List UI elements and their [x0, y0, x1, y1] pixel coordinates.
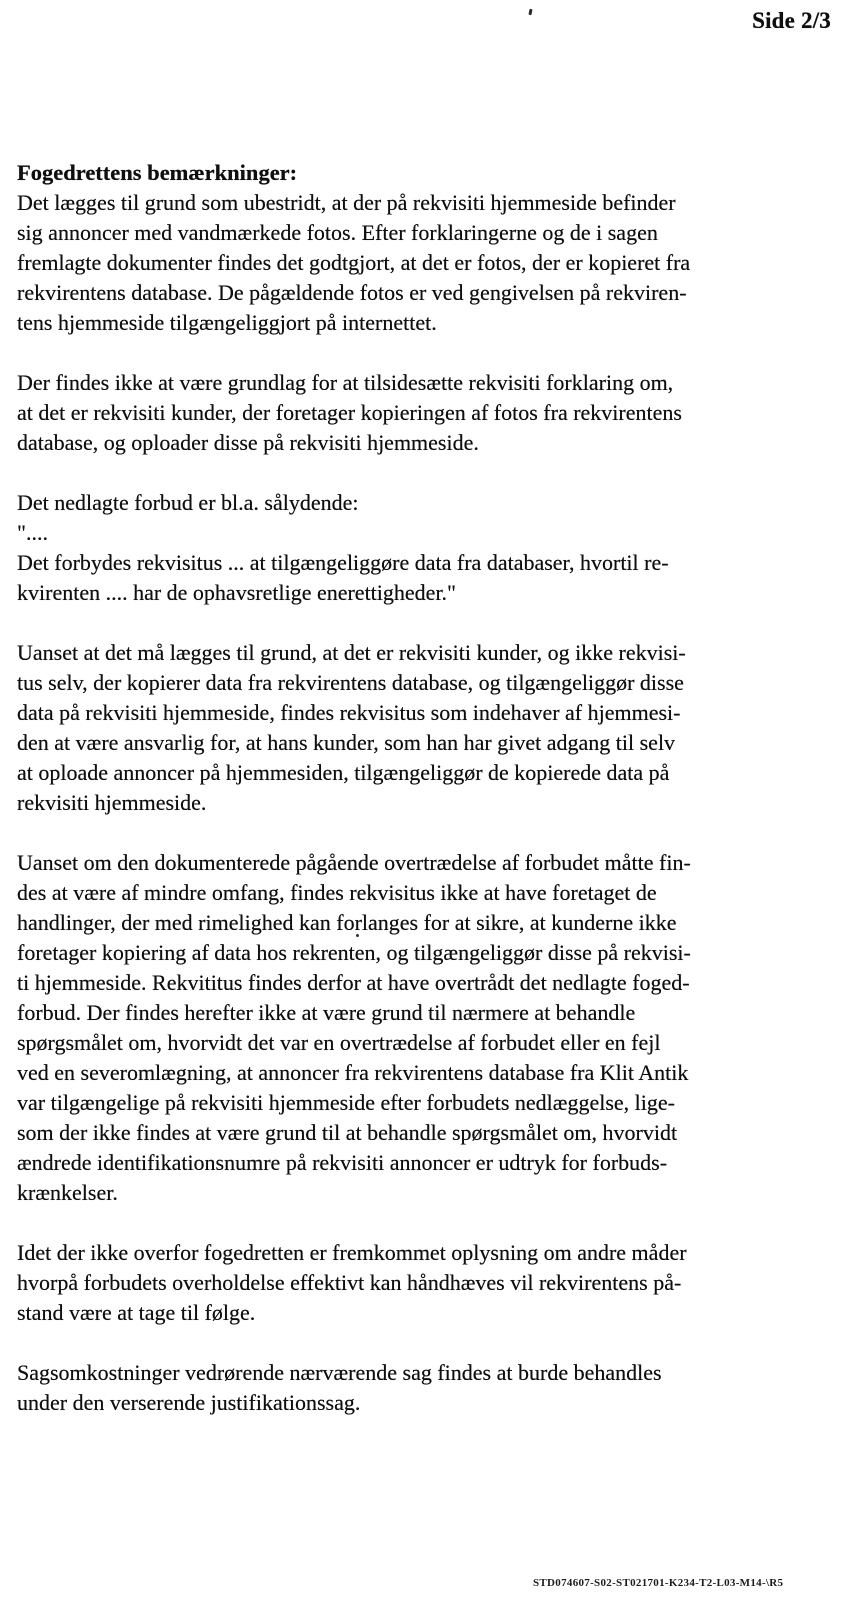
text-line: som der ikke findes at være grund til at behandle spørgsmålet om, hvorvidt [17, 1120, 678, 1145]
text-line: var tilgængelige på rekvisiti hjemmeside efter forbudets nedlæggelse, lige- [17, 1090, 675, 1115]
text-line: sig annoncer med vandmærkede fotos. Efter forklaringerne og de i sagen [17, 220, 658, 245]
text-line: ".... [17, 520, 48, 545]
paragraph [17, 188, 777, 338]
text-line: rekvisiti hjemmeside. [17, 790, 207, 815]
text-line: Uanset at det må lægges til grund, at det er rekvisiti kunder, og ikke rekvisi- [17, 640, 686, 665]
text-line: des at være af mindre omfang, findes rekvisitus ikke at have foretaget de [17, 880, 657, 905]
scan-speck-icon [528, 9, 532, 15]
text-line: krænkelser. [17, 1180, 118, 1205]
paragraph [17, 1358, 777, 1418]
text-line: Det lægges til grund som ubestridt, at der på rekvisiti hjemmeside befinder [17, 190, 676, 215]
text-line: ændrede identifikationsnumre på rekvisiti annoncer er udtryk for forbuds- [17, 1150, 668, 1175]
text-line: Det nedlagte forbud er bl.a. sålydende: [17, 490, 359, 515]
text-line: spørgsmålet om, hvorvidt det var en overtrædelse af forbudet eller en fejl [17, 1030, 661, 1055]
text-line: kvirenten .... har de ophavsretlige enerettigheder." [17, 580, 457, 605]
text-line: forbud. Der findes herefter ikke at være grund til nærmere at behandle [17, 1000, 636, 1025]
text-line: at oploade annoncer på hjemmesiden, tilgængeliggør de kopierede data på [17, 760, 670, 785]
text-line: hvorpå forbudets overholdelse effektivt kan håndhæves vil rekvirentens på- [17, 1270, 682, 1295]
text-line: at det er rekvisiti kunder, der foretager kopieringen af fotos fra rekvirentens [17, 400, 682, 425]
paragraph [17, 848, 777, 1208]
text-line: fremlagte dokumenter findes det godtgjort, at det er fotos, der er kopieret fra [17, 250, 691, 275]
footer-document-code: STD074607-S02-ST021701-K234-T2-L03-M14-\R5 [533, 1577, 784, 1589]
document-body [17, 158, 777, 1448]
text-line: Idet der ikke overfor fogedretten er fremkommet oplysning om andre måder [17, 1240, 687, 1265]
text-line: under den verserende justifikationssag. [17, 1390, 361, 1415]
text-line: ved en severomlægning, at annoncer fra rekvirentens database fra Klit Antik [17, 1060, 689, 1085]
text-line: Sagsomkostninger vedrørende nærværende sag findes at burde behandles [17, 1360, 662, 1385]
text-line: handlinger, der med rimelighed kan forlanges for at sikre, at kunderne ikke [17, 910, 677, 935]
section-heading: Fogedrettens bemærkninger: [17, 160, 298, 185]
text-line: rekvirentens database. De pågældende fotos er ved gengivelsen på rekviren- [17, 280, 687, 305]
paragraph [17, 368, 777, 458]
text-line: Det forbydes rekvisitus ... at tilgængeliggøre data fra databaser, hvortil re- [17, 550, 669, 575]
text-line: den at være ansvarlig for, at hans kunder, som han har givet adgang til selv [17, 730, 676, 755]
text-line: stand være at tage til følge. [17, 1300, 256, 1325]
text-line: Der findes ikke at være grundlag for at tilsidesætte rekvisiti forklaring om, [17, 370, 674, 395]
text-line: ti hjemmeside. Rekvititus findes derfor at have overtrådt det nedlagte foged- [17, 970, 690, 995]
page-number: Side 2/3 [752, 8, 831, 33]
paragraphs-container [17, 188, 777, 1418]
text-line: foretager kopiering af data hos rekrenten, og tilgængeliggør disse på rekvisi- [17, 940, 691, 965]
text-line: data på rekvisiti hjemmeside, findes rekvisitus som indehaver af hjemmesi- [17, 700, 681, 725]
paragraph [17, 638, 777, 818]
text-line: Uanset om den dokumenterede pågående overtrædelse af forbudet måtte fin- [17, 850, 691, 875]
text-line: tus selv, der kopierer data fra rekvirentens database, og tilgængeliggør disse [17, 670, 684, 695]
text-line: database, og oploader disse på rekvisiti hjemmeside. [17, 430, 479, 455]
paragraph [17, 1238, 777, 1328]
paragraph [17, 488, 777, 608]
text-line: tens hjemmeside tilgængeliggjort på internettet. [17, 310, 437, 335]
